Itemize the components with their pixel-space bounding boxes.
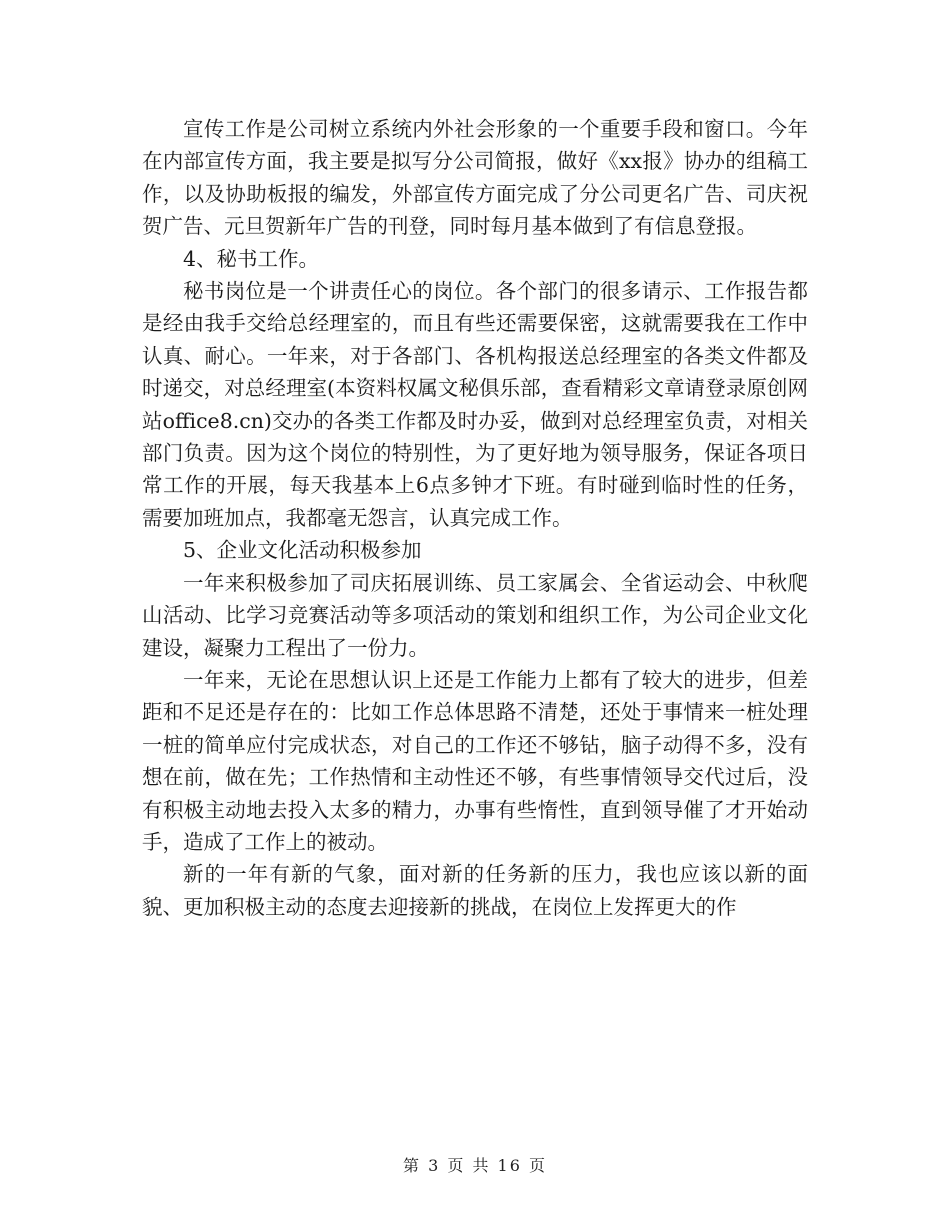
paragraph-secretary: 秘书岗位是一个讲责任心的岗位。各个部门的很多请示、工作报告都是经由我手交给总经理室的，而且有些还需要保密，这就需要我在工作中认真、耐心。一年来，对于各部门、各机构报送总经理室的各类文件都及时递交，对总经理室(本资料权属文秘俱乐部，查看精彩文章请登录原创网站office8.cn)交办的各类工作都及时办妥，做到对总经理室负责，对相关部门负责。因为这个岗位的特别性，为了更好地为领导服务，保证各项日常工作的开展，每天我基本上6点多钟才下班。有时碰到临时性的任务，需要加班加点，我都毫无怨言，认真完成工作。 [142, 279, 808, 530]
heading-secretary-work: 4、秘书工作。 [183, 246, 320, 271]
paragraph-new-year: 新的一年有新的气象，面对新的任务新的压力，我也应该以新的面貌、更加积极主动的态度去迎接新的挑战，在岗位上发挥更大的作 [142, 862, 808, 919]
paragraph-publicity: 宣传工作是公司树立系统内外社会形象的一个重要手段和窗口。今年在内部宣传方面，我主要是拟写分公司简报，做好《xx报》协办的组稿工作，以及协助板报的编发，外部宣传方面完成了分公司更名广告、司庆祝贺广告、元旦贺新年广告的刊登，同时每月基本做到了有信息登报。 [142, 117, 808, 239]
paragraph-shortcomings: 一年来，无论在思想认识上还是工作能力上都有了较大的进步，但差距和不足还是存在的：比如工作总体思路不清楚，还处于事情来一桩处理一桩的简单应付完成状态，对自己的工作还不够钻，脑子动得不多，没有想在前，做在先；工作热情和主动性还不够，有些事情领导交代过后，没有积极主动地去投入太多的精力，办事有些惰性，直到领导催了才开始动手，造成了工作上的被动。 [142, 667, 808, 854]
paragraph-activities: 一年来积极参加了司庆拓展训练、员工家属会、全省运动会、中秋爬山活动、比学习竞赛活动等多项活动的策划和组织工作，为公司企业文化建设，凝聚力工程出了一份力。 [142, 570, 808, 660]
document-body [142, 113, 808, 923]
page-number-footer: 第 3 页 共 16 页 [403, 1156, 547, 1175]
heading-corporate-culture: 5、企业文化活动积极参加 [183, 538, 422, 563]
